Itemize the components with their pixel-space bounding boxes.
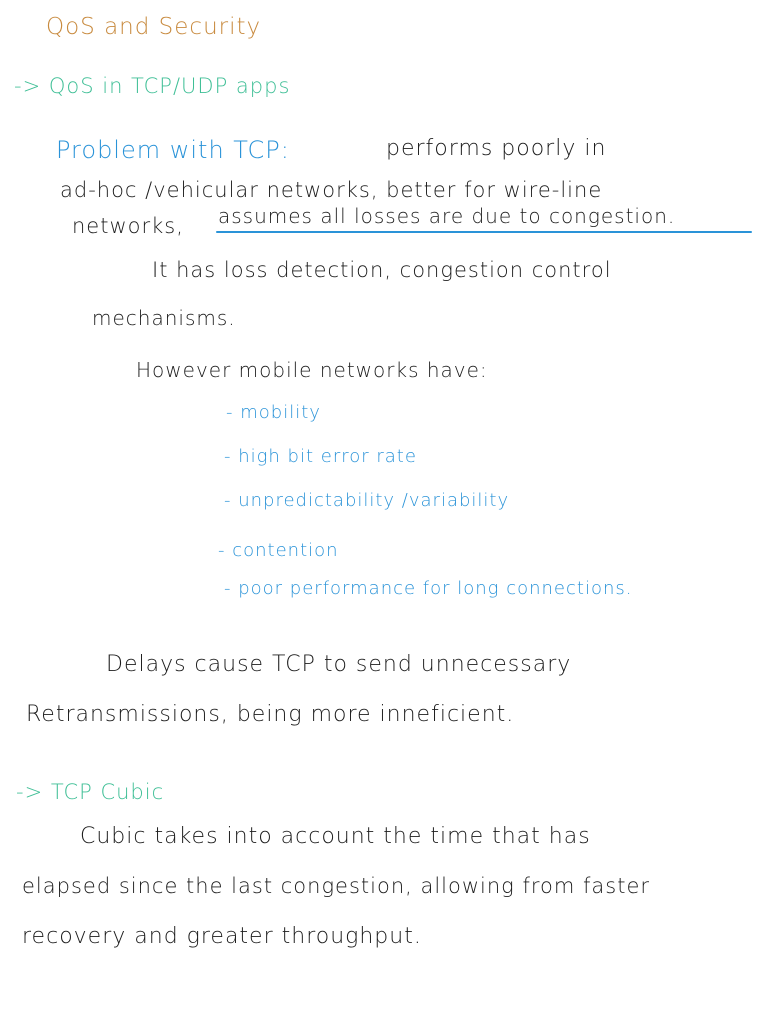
list-item-mobility: - mobility: [226, 402, 321, 423]
problem-text-line3a: networks,: [72, 214, 184, 238]
delays-line1: Delays cause TCP to send unnecessary: [106, 652, 572, 677]
problem-text-line2: ad-hoc /vehicular networks, better for wire-line: [60, 178, 603, 202]
cubic-para-line2: elapsed since the last congestion, allowing from faster: [22, 874, 650, 898]
list-item-bit-error: - high bit error rate: [224, 446, 417, 467]
list-item-poor-performance: - poor performance for long connections.: [224, 578, 633, 599]
list-item-contention: - contention: [218, 540, 339, 561]
section-heading-cubic: -> TCP Cubic: [16, 780, 165, 804]
list-item-unpredictability: - unpredictability /variability: [224, 490, 510, 511]
cubic-para-line3: recovery and greater throughput.: [22, 924, 422, 949]
problem-label: Problem with TCP:: [56, 136, 290, 164]
problem-underline: [216, 231, 752, 233]
para1-line2: mechanisms.: [92, 306, 236, 330]
cubic-para-line1: Cubic takes into account the time that has: [80, 824, 591, 849]
page-title: QoS and Security: [46, 14, 262, 40]
delays-line2: Retransmissions, being more inneficient.: [26, 702, 515, 727]
para1-line1: It has loss detection, congestion control: [152, 258, 612, 282]
however-line: However mobile networks have:: [136, 358, 488, 382]
section-heading-qos: -> QoS in TCP/UDP apps: [14, 74, 291, 98]
problem-text-line1: performs poorly in: [386, 136, 607, 161]
problem-text-line3b: assumes all losses are due to congestion.: [218, 204, 676, 228]
